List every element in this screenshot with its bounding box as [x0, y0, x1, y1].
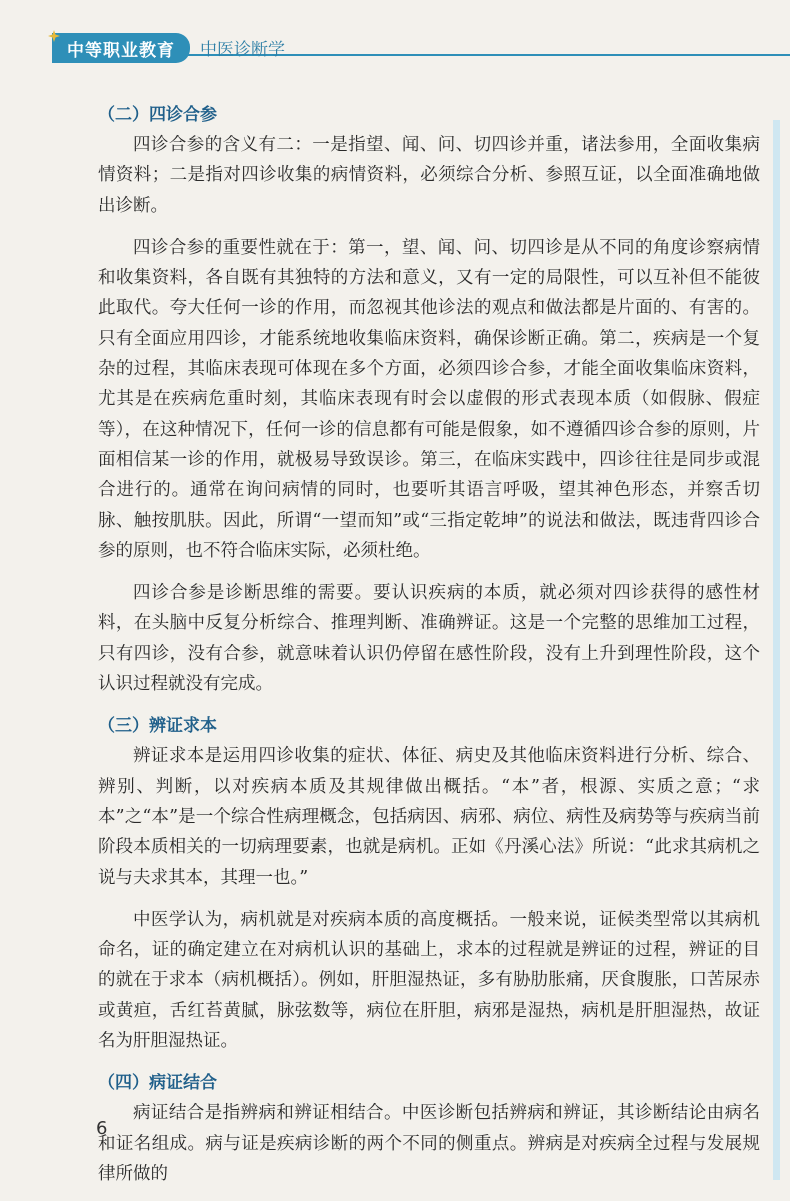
- section-heading: （二）四诊合参: [98, 105, 217, 125]
- series-label: 中等职业教育: [67, 40, 175, 61]
- paragraph: 辨证求本是运用四诊收集的症状、体征、病史及其他临床资料进行分析、综合、辨别、判断，以对疾病本质及其规律做出概括。“本”者，根源、实质之意；“求本”之“本”是一个综合性病理概念，包括病因、病邪、病位、病性及病势等与疾病当前阶段本质相关的一切病理要素，也就是病机。正如《丹溪心法》所说：“此求其病机之说与夫求其本，其理一也。”: [98, 746, 760, 888]
- running-header: [0, 0, 790, 72]
- paragraph: 病证结合是指辨病和辨证相结合。中医诊断包括辨病和辨证，其诊断结论由病名和证名组成。病与证是疾病诊断的两个不同的侧重点。辨病是对疾病全过程与发展规律所做的: [98, 1103, 760, 1184]
- paragraph: 四诊合参的重要性就在于：第一，望、闻、问、切四诊是从不同的角度诊察病情和收集资料，各自既有其独特的方法和意义，又有一定的局限性，可以互补但不能彼此取代。夸大任何一诊的作用，而忽视其他诊法的观点和做法都是片面的、有害的。只有全面应用四诊，才能系统地收集临床资料，确保诊断正确。第二，疾病是一个复杂的过程，其临床表现可体现在多个方面，必须四诊合参，才能全面收集临床资料，尤其是在疾病危重时刻，其临床表现有时会以虚假的形式表现本质（如假脉、假症等），在这种情况下，任何一诊的信息都有可能是假象，如不遵循四诊合参的原则，片面相信某一诊的作用，就极易导致误诊。第三，在临床实践中，四诊往往是同步或混合进行的。通常在询问病情的同时，也要听其语言呼吸，望其神色形态，并察舌切脉、触按肌肤。因此，所谓“一望而知”或“三指定乾坤”的说法和做法，既违背四诊合参的原则，也不符合临床实际，必须杜绝。: [98, 237, 760, 561]
- page-number: 6: [96, 1118, 108, 1139]
- subject-label: 中医诊断学: [200, 40, 285, 60]
- paragraph: 中医学认为，病机就是对疾病本质的高度概括。一般来说，证候类型常以其病机命名，证的确定建立在对病机认识的基础上，求本的过程就是辨证的过程，辨证的目的就在于求本（病机概括）。例如，肝胆湿热证，多有胁肋胀痛，厌食腹胀，口苦尿赤或黄疸，舌红苔黄腻，脉弦数等，病位在肝胆，病邪是湿热，病机是肝胆湿热，故证名为肝胆湿热证。: [98, 909, 760, 1052]
- paragraph: 四诊合参是诊断思维的需要。要认识疾病的本质，就必须对四诊获得的感性材料，在头脑中反复分析综合、推理判断、准确辨证。这是一个完整的思维加工过程，只有四诊，没有合参，就意味着认识仍停留在感性阶段，没有上升到理性阶段，这个认识过程就没有完成。: [98, 583, 760, 695]
- section-heading: （四）病证结合: [98, 1073, 217, 1094]
- star-icon: [48, 30, 60, 42]
- page-edge-tint: [773, 120, 780, 1180]
- section-heading: （三）辨证求本: [98, 716, 217, 737]
- page-body: [98, 100, 760, 1201]
- paragraph: 四诊合参的含义有二：一是指望、闻、问、切四诊并重，诸法参用，全面收集病情资料；二是指对四诊收集的病情资料，必须综合分析、参照互证，以全面准确地做出诊断。: [98, 135, 760, 216]
- series-badge: [52, 33, 190, 63]
